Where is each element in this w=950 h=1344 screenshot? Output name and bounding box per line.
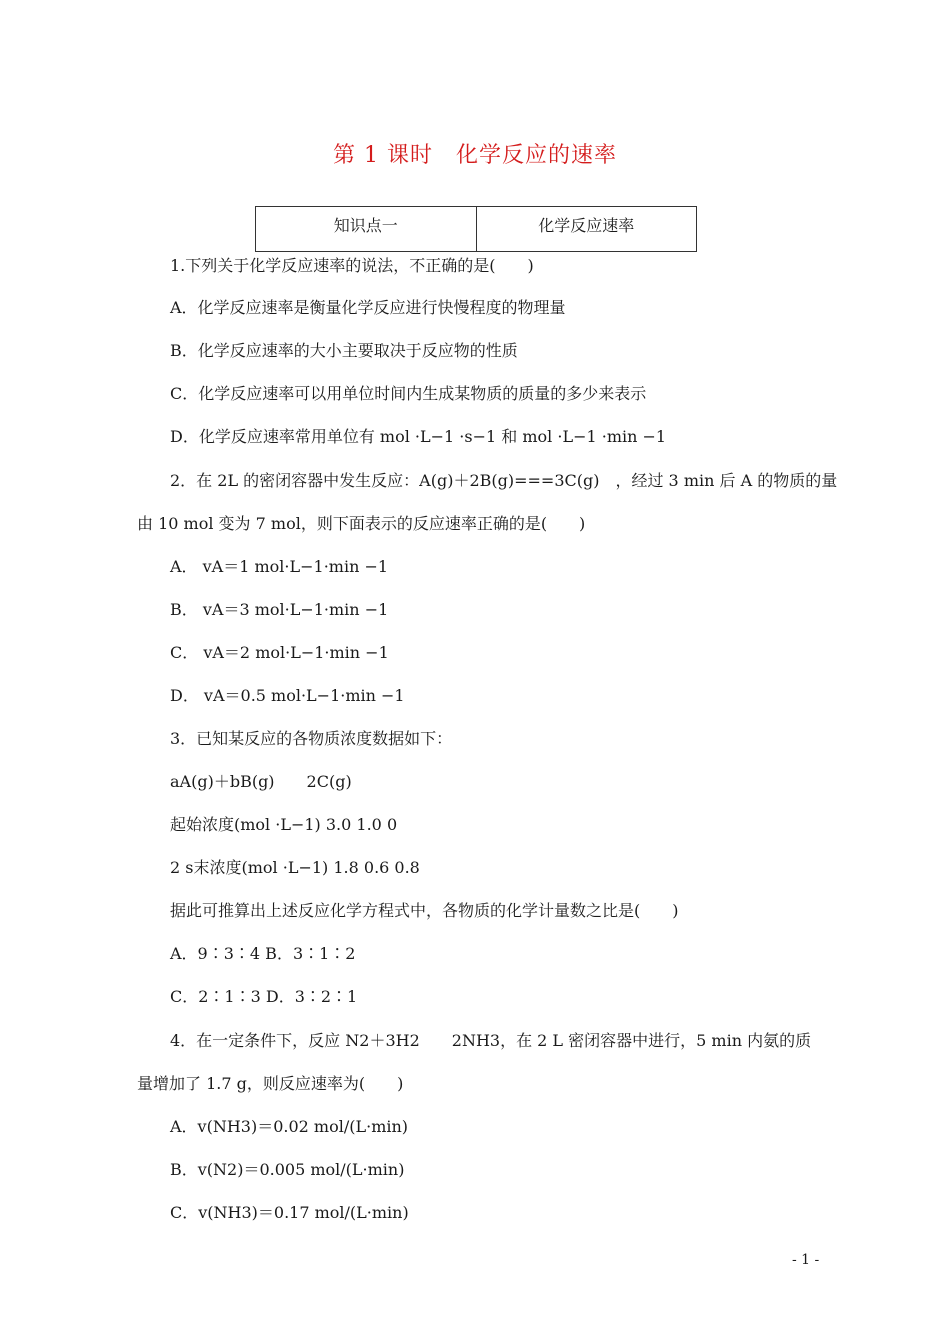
q3-initial-concentration: 起始浓度(mol ·L−1) 3.0 1.0 0 <box>170 815 398 834</box>
q3-final-concentration: 2 s末浓度(mol ·L−1) 1.8 0.6 0.8 <box>170 858 420 877</box>
knowledge-point-label: 知识点一 <box>256 207 477 252</box>
q1-option-c: C．化学反应速率可以用单位时间内生成某物质的质量的多少来表示 <box>170 384 647 403</box>
page-title: 第 1 课时 化学反应的速率 <box>333 143 617 168</box>
q3-options-ab: A．9∶3∶4 B．3∶1∶2 <box>170 944 356 963</box>
q3-equation: aA(g)＋bB(g) 2C(g) <box>170 772 352 791</box>
q1-option-b: B．化学反应速率的大小主要取决于反应物的性质 <box>170 341 518 360</box>
q2-stem-line1: 2．在 2L 的密闭容器中发生反应：A(g)＋2B(g)===3C(g) ，经过 3 min 后 A 的物质的量 <box>170 471 838 490</box>
q2-option-d: D． vA＝0.5 mol·L−1·min −1 <box>170 686 405 705</box>
q2-stem-line2: 由 10 mol 变为 7 mol，则下面表示的反应速率正确的是( ) <box>137 514 586 533</box>
q3-question: 据此可推算出上述反应化学方程式中，各物质的化学计量数之比是( ) <box>170 901 679 920</box>
knowledge-point-name: 化学反应速率 <box>476 207 697 252</box>
q4-stem-line2: 量增加了 1.7 g，则反应速率为( ) <box>137 1074 404 1093</box>
q3-stem: 3．已知某反应的各物质浓度数据如下： <box>170 729 453 748</box>
q4-stem-line1: 4．在一定条件下，反应 N2＋3H2 2NH3，在 2 L 密闭容器中进行，5 min 内氨的质 <box>170 1031 812 1050</box>
q4-option-c: C．v(NH3)＝0.17 mol/(L·min) <box>170 1203 409 1222</box>
q2-option-a: A． vA＝1 mol·L−1·min −1 <box>170 557 389 576</box>
page-number: - 1 - <box>792 1252 820 1268</box>
q3-options-cd: C．2∶1∶3 D．3∶2∶1 <box>170 987 358 1006</box>
knowledge-point-table <box>255 206 697 252</box>
q4-option-a: A．v(NH3)＝0.02 mol/(L·min) <box>170 1117 409 1136</box>
q2-option-c: C． vA＝2 mol·L−1·min −1 <box>170 643 389 662</box>
q2-option-b: B． vA＝3 mol·L−1·min −1 <box>170 600 389 619</box>
q4-option-b: B．v(N2)＝0.005 mol/(L·min) <box>170 1160 405 1179</box>
q1-option-a: A．化学反应速率是衡量化学反应进行快慢程度的物理量 <box>170 298 566 317</box>
q1-stem: 1.下列关于化学反应速率的说法，不正确的是( ) <box>170 256 534 275</box>
q1-option-d: D．化学反应速率常用单位有 mol ·L−1 ·s−1 和 mol ·L−1 ·min −1 <box>170 427 667 446</box>
